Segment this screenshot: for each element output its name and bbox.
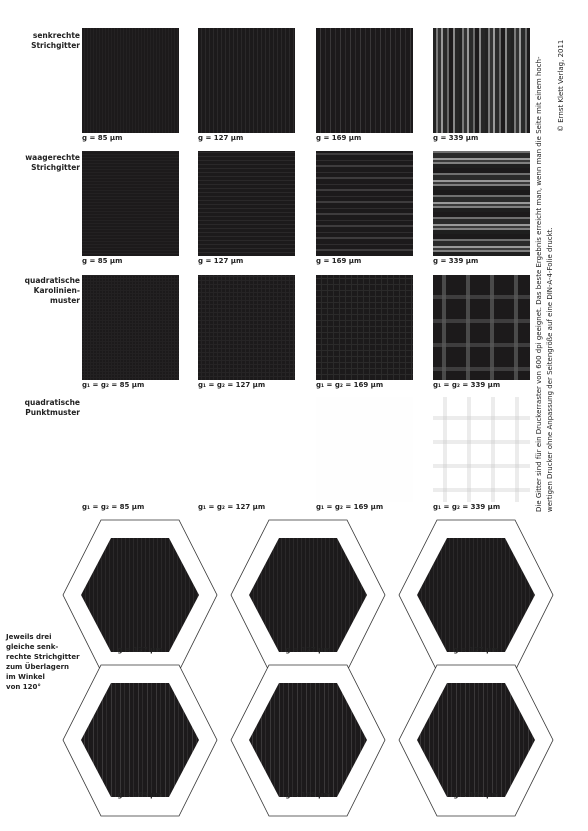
- note-line: gleiche senk-: [6, 643, 59, 651]
- caption: g = 127 µm: [198, 134, 244, 142]
- row-label-vertical-gratings: [8, 31, 80, 51]
- caption: g₁ = g₂ = 85 µm: [82, 381, 145, 389]
- side-note-line1: Die Gitter sind für ein Druckerraster von 600 dpi geeignet. Das beste Ergebnis erreicht man, wenn man die Seite mit einem hoch-: [535, 56, 543, 512]
- square-grid-169: [316, 275, 413, 380]
- caption: g₁ = g₂ = 127 µm: [198, 503, 266, 511]
- row-label-line: waagerechte: [25, 153, 80, 162]
- row-label-line: Karolinien-: [33, 286, 80, 295]
- note-line: zum Überlagern: [6, 663, 69, 671]
- caption: g₁ = g₂ = 339 µm: [433, 381, 501, 389]
- caption: g = 339 µm: [433, 257, 479, 265]
- hexagon-169-b: [230, 663, 386, 818]
- row-label-line: Strichgitter: [31, 41, 80, 50]
- square-grid-127: [198, 275, 295, 380]
- caption: g₁ = g₂ = 127 µm: [198, 381, 266, 389]
- horizontal-grating-169: [316, 151, 413, 256]
- hexagon-caption: g = 127 µm: [285, 646, 331, 654]
- vertical-grating-339: [433, 28, 530, 133]
- copyright-note: © Ernst Klett Verlag, 2011: [557, 39, 565, 132]
- vertical-grating-127: [198, 28, 295, 133]
- hexagon-127-c: [398, 518, 554, 673]
- hexagon-169-c: [398, 663, 554, 818]
- vertical-grating-169: [316, 28, 413, 133]
- note-line: von 120°: [6, 683, 41, 691]
- row-label-line: muster: [50, 296, 80, 305]
- hexagon-caption: g = 169 µm: [117, 791, 163, 799]
- side-note-line2: wertigen Drucker ohne Anpassung der Seitengröße auf eine DIN-A-4-Folie druckt.: [546, 227, 554, 512]
- caption: g = 339 µm: [433, 134, 479, 142]
- horizontal-grating-127: [198, 151, 295, 256]
- row-label-square-dots: [8, 398, 80, 418]
- vertical-grating-85: [82, 28, 179, 133]
- caption: g = 169 µm: [316, 134, 362, 142]
- row-label-line: Punktmuster: [25, 408, 80, 417]
- row-label-horizontal-gratings: [8, 153, 80, 173]
- row-label-line: quadratische: [24, 276, 80, 285]
- row-label-line: Strichgitter: [31, 163, 80, 172]
- note-line: rechte Strichgitter: [6, 653, 80, 661]
- hexagon-caption: g = 169 µm: [453, 791, 499, 799]
- caption: g = 85 µm: [82, 257, 123, 265]
- square-dots-169: [316, 397, 413, 502]
- square-grid-85: [82, 275, 179, 380]
- overlay-instructions: [6, 632, 86, 692]
- horizontal-grating-85: [82, 151, 179, 256]
- row-label-line: senkrechte: [32, 31, 80, 40]
- square-dots-127: [198, 397, 295, 502]
- row-label-line: quadratische: [24, 398, 80, 407]
- horizontal-grating-339: [433, 151, 530, 256]
- square-dots-85: [82, 397, 179, 502]
- caption: g₁ = g₂ = 85 µm: [82, 503, 145, 511]
- square-grid-339: [433, 275, 530, 380]
- caption: g₁ = g₂ = 339 µm: [433, 503, 501, 511]
- square-dots-339: [433, 397, 530, 502]
- caption: g₁ = g₂ = 169 µm: [316, 381, 384, 389]
- hexagon-caption: g = 169 µm: [285, 791, 331, 799]
- caption: g = 127 µm: [198, 257, 244, 265]
- hexagon-127-b: [230, 518, 386, 673]
- note-line: im Winkel: [6, 673, 45, 681]
- hexagon-caption: g = 127 µm: [117, 646, 163, 654]
- caption: g = 85 µm: [82, 134, 123, 142]
- row-label-square-grid: [8, 276, 80, 306]
- caption: g₁ = g₂ = 169 µm: [316, 503, 384, 511]
- hexagon-caption: g = 127 µm: [453, 646, 499, 654]
- note-line: Jeweils drei: [6, 633, 52, 641]
- caption: g = 169 µm: [316, 257, 362, 265]
